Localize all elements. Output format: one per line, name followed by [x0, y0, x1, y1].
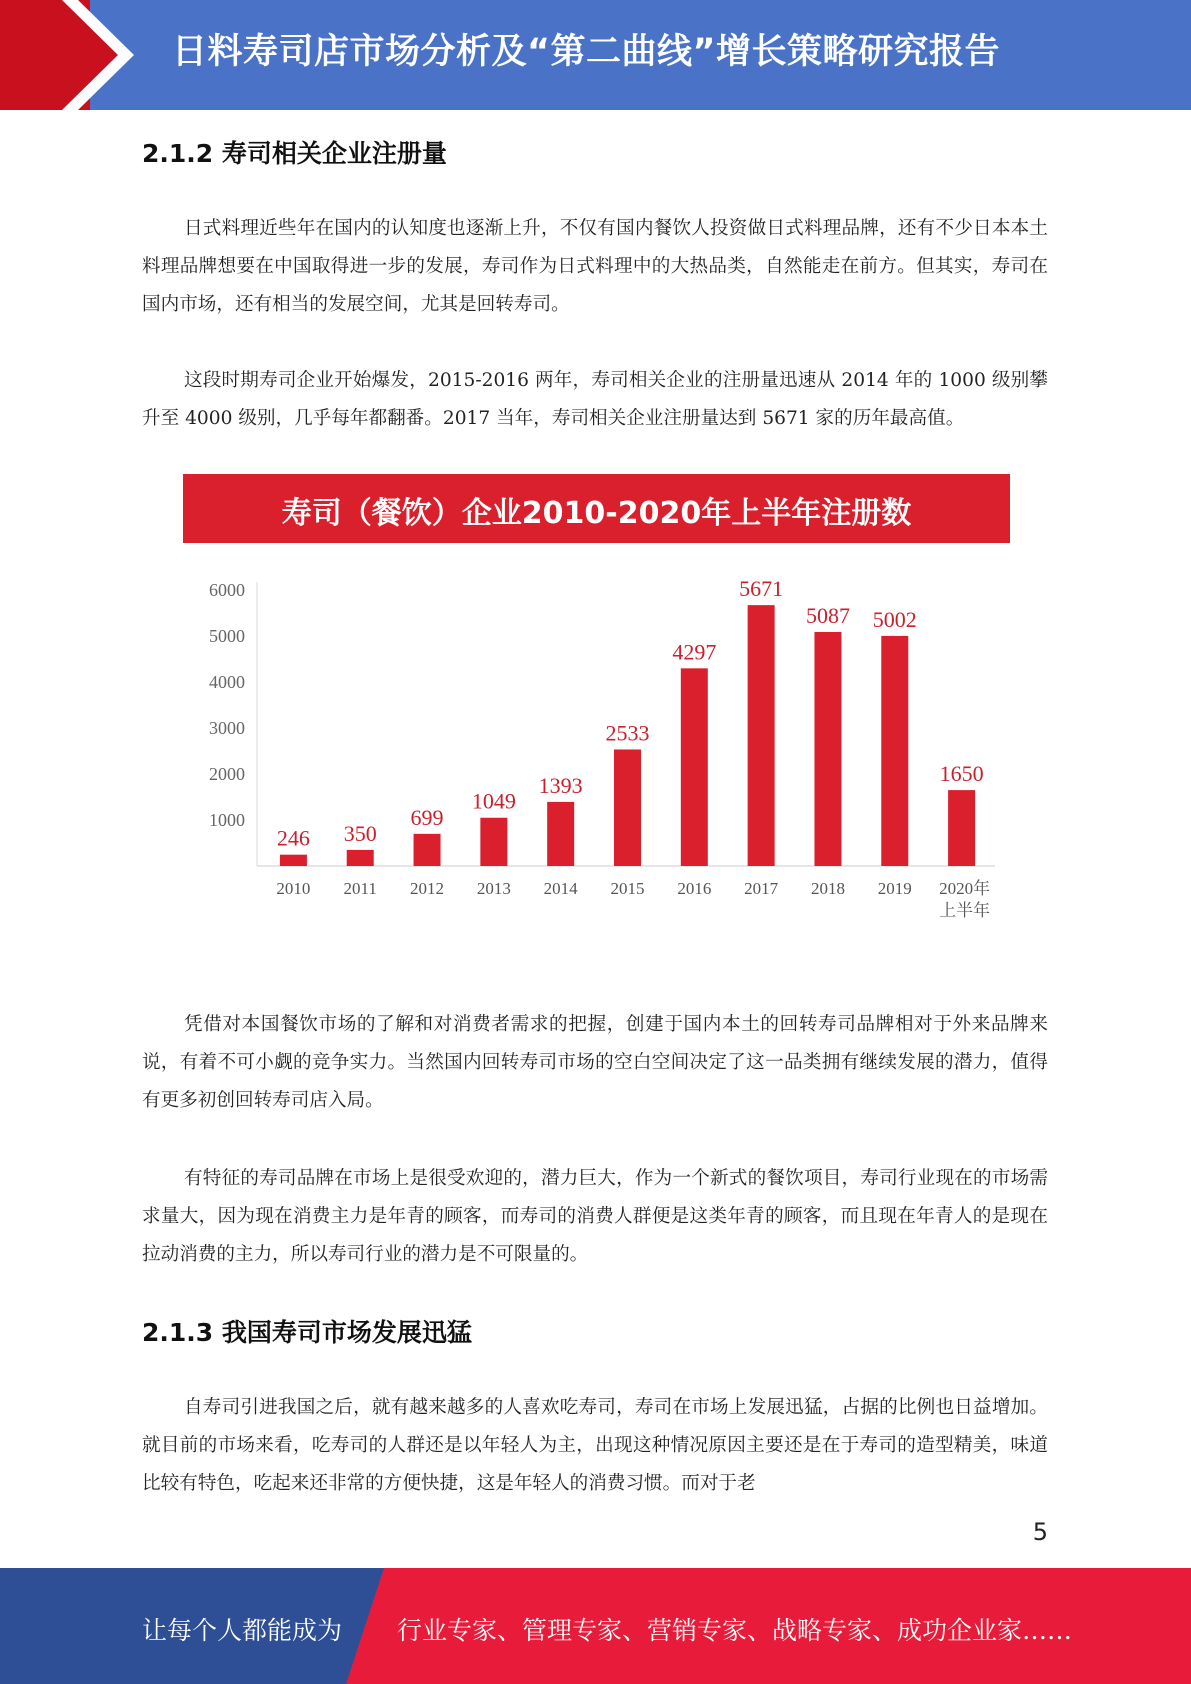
y-tick-label: 6000	[209, 580, 245, 600]
data-label: 5671	[739, 576, 784, 602]
footer-slogan-right: 行业专家、管理专家、营销专家、战略专家、成功企业家……	[397, 1616, 1073, 1645]
x-tick-label: 上半年	[939, 901, 991, 920]
bar-2019	[881, 636, 908, 866]
y-tick-label: 1000	[209, 810, 245, 830]
data-label: 350	[343, 820, 377, 846]
paragraph-1: 日式料理近些年在国内的认知度也逐渐上升，不仅有国内餐饮人投资做日式料理品牌，还有不少日本本土料理品牌想要在中国取得进一步的发展，寿司作为日式料理中的大热品类，自然能走在前方。但其实，寿司在国内市场，还有相当的发展空间，尤其是回转寿司。	[142, 218, 1048, 315]
x-tick-label: 2012	[410, 879, 445, 898]
data-label: 5002	[872, 606, 917, 632]
chart-plot	[183, 543, 1010, 990]
report-title: 日料寿司店市场分析及“第二曲线”增长策略研究报告	[172, 32, 1001, 72]
section-heading-2-1-2: 2.1.2 寿司相关企业注册量	[142, 139, 447, 168]
paragraph-4: 有特征的寿司品牌在市场上是很受欢迎的，潜力巨大，作为一个新式的餐饮项目，寿司行业现在的市场需求量大，因为现在消费主力是年青的顾客，而寿司的消费人群便是这类年青的顾客，而且现在年青人的是现在拉动消费的主力，所以寿司行业的潜力是不可限量的。	[142, 1168, 1048, 1265]
paragraph-5: 自寿司引进我国之后，就有越来越多的人喜欢吃寿司，寿司在市场上发展迅猛，占据的比例也日益增加。就目前的市场来看，吃寿司的人群还是以年轻人为主，出现这种情况原因主要还是在于寿司的造型精美，味道比较有特色，吃起来还非常的方便快捷，这是年轻人的消费习惯。而对于老	[142, 1397, 1048, 1494]
data-label: 2533	[605, 720, 650, 746]
paragraph-3: 凭借对本国餐饮市场的了解和对消费者需求的把握，创建于国内本土的回转寿司品牌相对于外来品牌来说，有着不可小觑的竞争实力。当然国内回转寿司市场的空白空间决定了这一品类拥有继续发展的潜力，值得有更多初创回转寿司店入局。	[142, 1014, 1048, 1111]
x-tick-label: 2017	[744, 879, 779, 898]
header-arrow-decoration	[0, 0, 160, 110]
y-tick-label: 3000	[209, 718, 245, 738]
x-tick-label: 2019	[877, 879, 912, 898]
chart-title: 寿司（餐饮）企业2010-2020年上半年注册数	[281, 496, 912, 531]
data-label: 5087	[805, 602, 850, 628]
data-label: 4297	[672, 639, 717, 665]
y-tick-label: 2000	[209, 764, 245, 784]
bar-2013	[480, 818, 507, 866]
bar-2020年	[948, 790, 975, 866]
data-label: 1650	[939, 761, 984, 787]
registration-bar-chart	[183, 474, 1010, 990]
bar-2010	[280, 855, 307, 866]
x-tick-label: 2011	[343, 879, 377, 898]
x-tick-label: 2014	[543, 879, 578, 898]
bar-2016	[681, 668, 708, 866]
x-tick-label: 2018	[810, 879, 845, 898]
data-label: 1049	[471, 788, 516, 814]
data-label: 1393	[538, 772, 583, 798]
x-tick-label: 2013	[476, 879, 511, 898]
x-tick-label: 2020年	[939, 879, 991, 898]
data-label: 699	[410, 804, 444, 830]
y-tick-label: 5000	[209, 626, 245, 646]
section-heading-2-1-3: 2.1.3 我国寿司市场发展迅猛	[142, 1318, 472, 1347]
bar-2011	[347, 850, 374, 866]
bar-2012	[414, 834, 441, 866]
data-label: 246	[276, 825, 310, 851]
paragraph-2: 这段时期寿司企业开始爆发，2015-2016 两年，寿司相关企业的注册量迅速从 2014 年的 1000 级别攀升至 4000 级别，几乎每年都翻番。2017 当年，寿司相关企业注册量达到 5671 家的历年最高值。	[142, 370, 1048, 429]
y-tick-label: 4000	[209, 672, 245, 692]
x-tick-label: 2015	[610, 879, 645, 898]
bar-2018	[814, 632, 841, 866]
footer-slogan-left: 让每个人都能成为	[142, 1616, 343, 1645]
x-tick-label: 2010	[276, 879, 311, 898]
page-number: 5	[1032, 1518, 1048, 1546]
bar-2017	[748, 605, 775, 866]
x-tick-label: 2016	[677, 879, 712, 898]
bar-2014	[547, 802, 574, 866]
bar-2015	[614, 749, 641, 866]
